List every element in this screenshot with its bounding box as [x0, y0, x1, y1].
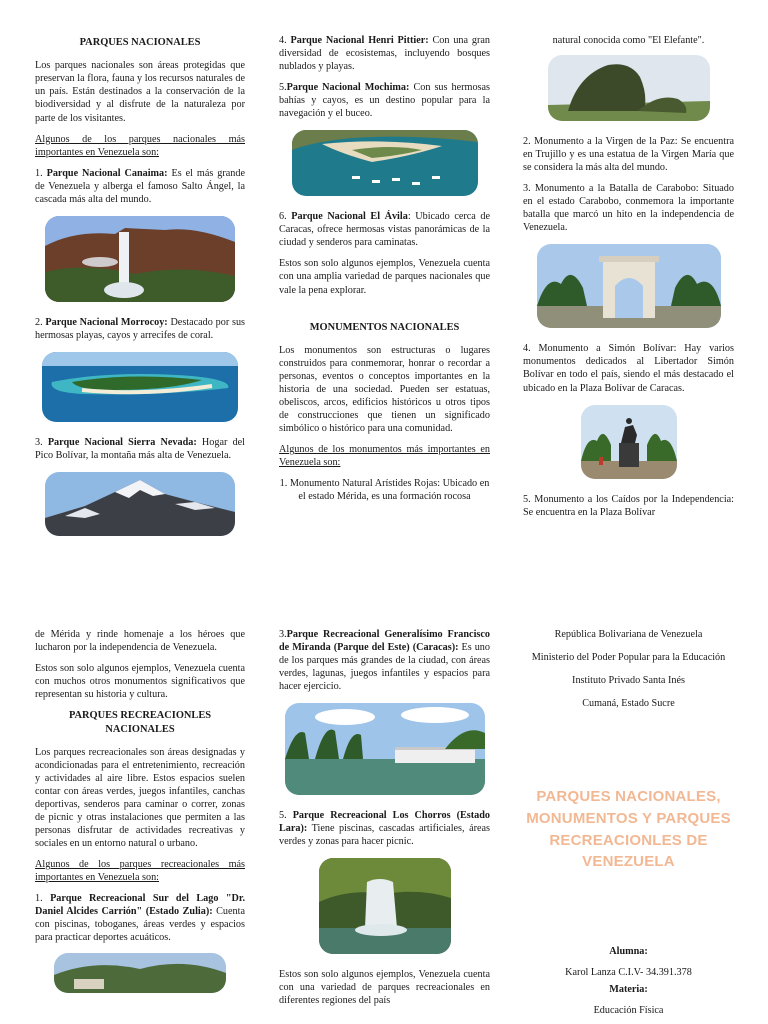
monument-item-caidos: 5. Monumento a los Caídos por la Independencia: Se encuentra en la Plaza Bolívar — [523, 493, 734, 518]
cover-subject-label: Materia: — [609, 984, 648, 996]
monument-item-aristides-rojas: 1. Monumento Natural Arístides Rojas: Ubicado en el estado Mérida, es una formación rocosa — [279, 478, 490, 503]
el-elefante-rock-photo — [548, 55, 710, 121]
parques-intro: Los parques nacionales son áreas protegidas que preservan la flora, fauna y los recursos naturales de un país. Están destinados a la conservación de la biodiversidad y al disfrute de la naturaleza por parte de los visitantes. — [35, 60, 245, 124]
monument-item-simon-bolivar: 4. Monumento a Simón Bolívar: Hay varios monumentos dedicados al Libertador Simón Bolívar en todo el país, siendo el más destacado el ubicado en la Plaza Bolívar de Caracas. — [523, 343, 734, 394]
cover-country: República Bolivariana de Venezuela — [554, 629, 703, 640]
cover-student: Karol Lanza C.I.V- 34.391.378 — [565, 967, 692, 979]
column-parques-recreacionales-2 — [279, 628, 490, 1016]
section-heading-recreacionales: PARQUES RECREACIONLES NACIONALES — [68, 710, 212, 735]
column-parques-nacionales — [35, 36, 245, 550]
column-parques-monumentos — [279, 34, 490, 511]
cover-title: PARQUES NACIONALES, MONUMENTOS Y PARQUES RECREACIONLES DE VENEZUELA — [526, 788, 731, 871]
rec-park-item-los-chorros: 5. Parque Recreacional Los Chorros (Estado Lara): Tiene piscinas, cascadas artificiales, áreas verdes y zonas para hacer picnic. — [279, 810, 491, 848]
column-parques-recreacionales — [35, 628, 245, 1007]
monumentos-subheading: Algunos de los monumentos más importantes en Venezuela son: — [279, 444, 490, 469]
monument-item-carabobo: 3. Monumento a la Batalla de Carabobo: Situado en el estado Carabobo, conmemora la importante batalla que marcó un hito en la independencia de Venezuela. — [523, 183, 734, 234]
section-heading-monumentos: MONUMENTOS NACIONALES — [309, 321, 460, 333]
park-item-mochima: 5.Parque Nacional Mochima: Con sus hermosas bahías y cayos, es un destino popular para la navegación y el buceo. — [279, 82, 490, 120]
los-chorros-waterfall-photo — [319, 858, 451, 954]
park-item-henri-pittier: 4. Parque Nacional Henri Pittier: Con una gran diversidad de ecosistemas, incluyendo bosques nublados y playas. — [279, 35, 490, 73]
cover-ministry: Ministerio del Poder Popular para la Educación — [531, 652, 726, 664]
rec-park-item-parque-del-este: 3.Parque Recreacional Generalísimo Francisco de Miranda (Parque del Este) (Caracas): Es uno de los parques más grandes de la ciudad, con áreas verdes, lagunas, juegos infantiles y espacios para hacer ejercicio. — [279, 629, 490, 693]
recreacionales-intro: Los parques recreacionales son áreas designadas y acondicionadas para el entretenimiento, recreación y actividades al aire libre. Estos espacios suelen contar con áreas verdes, juegos infantiles, canchas deportivas, senderos para caminar o correr, zonas de picnic y otras instalaciones que permiten a las personas disfrutar de actividades recreativas y sociales en un entorno natural o urbano. — [35, 746, 245, 850]
rec-park-item-sur-del-lago: 1. Parque Recreacional Sur del Lago "Dr. Daniel Alcides Carrión" (Estado Zulia): Cuenta con piscinas, toboganes, áreas verdes y espacios para practicar deportes acuáticos. — [35, 893, 246, 944]
monumentos-intro: Los monumentos son estructuras o lugares construidos para conmemorar, honrar o recordar a personas, eventos o conceptos importantes en la historia de una sociedad. Pueden ser estatuas, obeliscos, arcos, edificios históricos u otros tipos de construcciones que tienen un significado simbólico o histórico para una comunidad. — [279, 344, 490, 435]
cover-subject: Educación Física — [593, 1005, 664, 1017]
park-item-morrocoy: 2. Parque Nacional Morrocoy: Destacado por sus hermosas playas, cayos y arrecifes de coral. — [35, 316, 245, 341]
park-item-canaima: 1. Parque Nacional Canaima: Es el más grande de Venezuela y alberga el famoso Salto Ángel, la cascada más alta del mundo. — [35, 167, 245, 205]
monumentos-closing: Estos son solo algunos ejemplos, Venezuela cuenta con muchos otros monumentos significativos que representan su historia y cultura. — [35, 663, 245, 701]
cover-panel — [523, 628, 734, 1017]
sur-del-lago-photo — [54, 953, 226, 993]
morrocoy-cay-photo — [42, 352, 238, 422]
mochima-bay-photo — [292, 130, 478, 196]
cover-location: Cumaná, Estado Sucre — [582, 698, 675, 710]
bolivar-statue-photo — [581, 405, 677, 479]
sierra-nevada-mountain-photo — [45, 472, 235, 536]
parques-subheading: Algunos de los parques nacionales más importantes en Venezuela son: — [35, 133, 245, 158]
section-heading-parques-nacionales: PARQUES NACIONALES — [79, 37, 201, 48]
park-item-sierra-nevada: 3. Parque Nacional Sierra Nevada: Hogar del Pico Bolívar, la montaña más alta de Venezuela. — [35, 436, 246, 461]
parques-closing: Estos son solo algunos ejemplos, Venezuela cuenta con una amplia variedad de parques nacionales que vale la pena explorar. — [279, 258, 490, 296]
monument-item-virgen-paz: 2. Monumento a la Virgen de la Paz: Se encuentra en Trujillo y es una estatua de la Virgen María que se considera la más alta del mundo. — [523, 136, 734, 174]
monument-continuation: natural conocida como "El Elefante". — [552, 35, 705, 46]
monument-caidos-continuation: de Mérida y rinde homenaje a los héroes que lucharon por la independencia de Venezuela. — [35, 629, 245, 654]
parque-del-este-photo — [285, 703, 485, 795]
park-item-el-avila: 6. Parque Nacional El Ávila: Ubicado cerca de Caracas, ofrece hermosas vistas panorámicas de la ciudad y senderos para caminatas. — [279, 211, 491, 249]
cover-student-label: Alumna: — [609, 946, 648, 958]
canaima-waterfall-photo — [45, 216, 235, 302]
recreacionales-closing: Estos son solo algunos ejemplos, Venezuela cuenta con una variedad de parques recreacionales en diferentes regiones del país — [279, 969, 490, 1007]
column-monumentos — [523, 34, 734, 527]
recreacionales-subheading: Algunos de los parques recreacionales más importantes en Venezuela son: — [35, 859, 245, 884]
carabobo-arch-photo — [537, 244, 721, 328]
cover-institute: Instituto Privado Santa Inés — [572, 675, 685, 687]
